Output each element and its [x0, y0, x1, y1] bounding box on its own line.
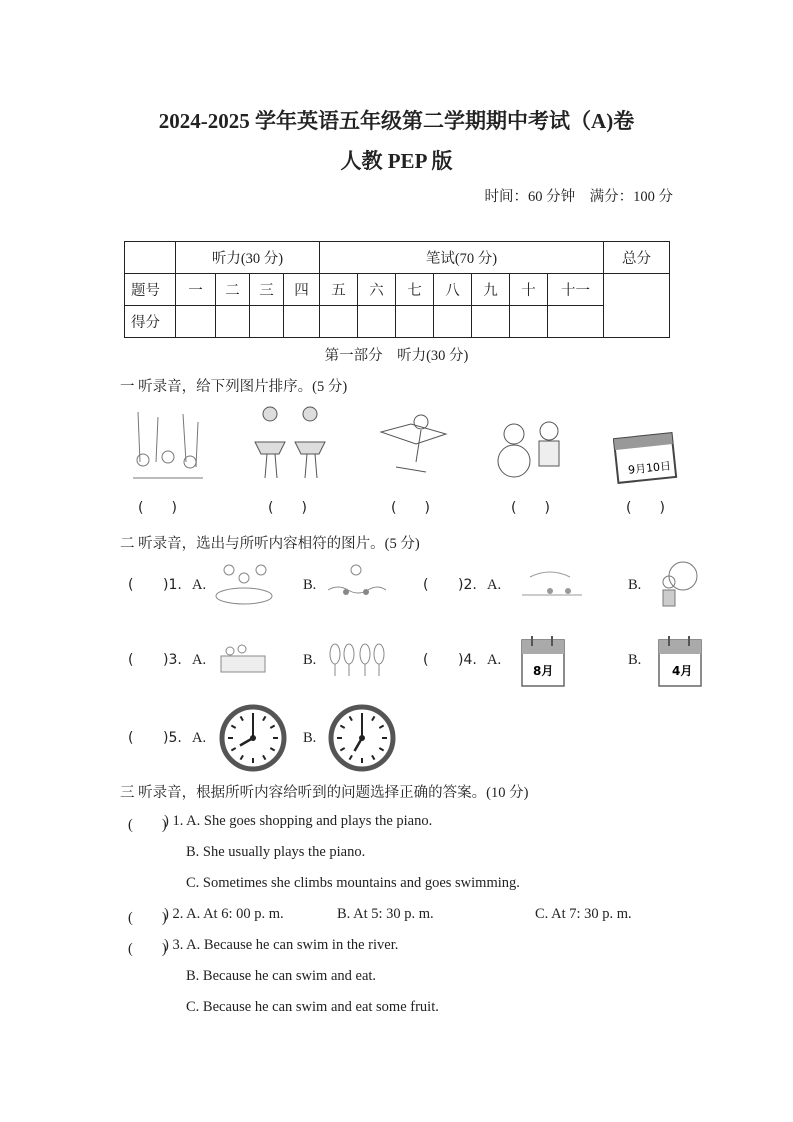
- option-a: A.: [487, 652, 502, 668]
- q1-option-a: ) 1. A. She goes shopping and plays the piano.: [164, 813, 433, 829]
- col-num: 九: [472, 274, 510, 306]
- exam-subtitle: 人教 PEP 版: [340, 149, 453, 173]
- q1-option-c: C. Sometimes she climbs mountains and goes swimming.: [186, 875, 520, 891]
- total-header: 总分: [604, 242, 670, 274]
- picking-apples-image: [655, 560, 701, 610]
- option-a: A.: [487, 577, 502, 593]
- family-picnic-image: [214, 562, 274, 606]
- calendar-month: 4月: [672, 664, 693, 678]
- calendar-august-icon: [520, 634, 566, 688]
- option-a: A.: [192, 577, 207, 593]
- col-num: 一: [176, 274, 216, 306]
- clock-eight-icon: [219, 704, 287, 772]
- score-cell[interactable]: [472, 306, 510, 338]
- question-number: )4.: [458, 652, 477, 668]
- part-one-heading: 第一部分 听力(30 分): [324, 348, 469, 364]
- answer-blank[interactable]: ( ): [128, 817, 167, 833]
- option-a: A.: [192, 652, 207, 668]
- question-number: )3.: [163, 652, 182, 668]
- col-num: 十一: [548, 274, 604, 306]
- total-score-cell[interactable]: [604, 274, 670, 338]
- question-number: )5.: [163, 730, 182, 746]
- answer-blank[interactable]: ( ): [391, 500, 430, 516]
- col-num: 五: [320, 274, 358, 306]
- q2-option-b: B. At 5: 30 p. m.: [337, 906, 434, 922]
- option-b: B.: [303, 730, 317, 746]
- answer-blank[interactable]: ( ): [268, 500, 307, 516]
- q3-option-b: B. Because he can swim and eat.: [186, 968, 377, 984]
- col-num: 十: [510, 274, 548, 306]
- swimming-image: [326, 562, 386, 606]
- q2-option-a: ) 2. A. At 6: 00 p. m.: [164, 906, 284, 922]
- col-num: 二: [216, 274, 250, 306]
- score-cell[interactable]: [320, 306, 358, 338]
- snowman-image: [494, 416, 572, 480]
- tree-planting-image: [128, 412, 208, 480]
- answer-blank[interactable]: (: [128, 652, 134, 668]
- answer-blank[interactable]: ( ): [626, 500, 665, 516]
- answer-blank[interactable]: (: [423, 652, 429, 668]
- row-label-number: 题号: [125, 274, 176, 306]
- answer-blank[interactable]: (: [128, 577, 134, 593]
- answer-blank[interactable]: (: [423, 577, 429, 593]
- question-number: )2.: [458, 577, 477, 593]
- option-b: B.: [303, 577, 317, 593]
- answer-blank[interactable]: ( ): [138, 500, 177, 516]
- option-a: A.: [192, 730, 207, 746]
- col-num: 四: [284, 274, 320, 306]
- option-b: B.: [303, 652, 317, 668]
- garden-image: [218, 642, 268, 676]
- score-cell[interactable]: [358, 306, 396, 338]
- section-1-title: 一 听录音，给下列图片排序。(5 分): [120, 379, 348, 395]
- row-label-score: 得分: [125, 306, 176, 338]
- col-num: 八: [434, 274, 472, 306]
- score-cell[interactable]: [176, 306, 216, 338]
- col-num: 七: [396, 274, 434, 306]
- exam-time-score: 时间：60 分钟 满分：100 分: [484, 189, 673, 205]
- dancing-girls-image: [245, 402, 335, 480]
- score-cell[interactable]: [434, 306, 472, 338]
- listening-header: 听力(30 分): [176, 242, 320, 274]
- score-cell[interactable]: [548, 306, 604, 338]
- option-b: B.: [628, 652, 642, 668]
- camping-image: [520, 565, 586, 605]
- trees-image: [327, 640, 387, 678]
- answer-blank[interactable]: ( ): [128, 910, 167, 926]
- answer-blank[interactable]: (: [128, 730, 134, 746]
- q3-option-c: C. Because he can swim and eat some fruit.: [186, 999, 439, 1015]
- writing-header: 笔试(70 分): [320, 242, 604, 274]
- option-b: B.: [628, 577, 642, 593]
- calendar-date: 9月10日: [627, 459, 672, 477]
- blank-cell: [125, 242, 176, 274]
- q1-option-b: B. She usually plays the piano.: [186, 844, 366, 860]
- calendar-april-icon: [657, 634, 703, 688]
- question-number: )1.: [163, 577, 182, 593]
- q3-option-a: ) 3. A. Because he can swim in the river.: [164, 937, 399, 953]
- section-3-title: 三 听录音，根据所听内容给听到的问题选择正确的答案。(10 分): [120, 785, 529, 801]
- score-cell[interactable]: [216, 306, 250, 338]
- clock-seven-icon: [328, 704, 396, 772]
- exam-title: 2024-2025 学年英语五年级第二学期期中考试（A)卷: [158, 109, 635, 133]
- score-cell[interactable]: [284, 306, 320, 338]
- score-cell[interactable]: [510, 306, 548, 338]
- col-num: 六: [358, 274, 396, 306]
- score-table: [124, 241, 670, 338]
- col-num: 三: [250, 274, 284, 306]
- score-cell[interactable]: [396, 306, 434, 338]
- section-2-title: 二 听录音，选出与所听内容相符的图片。(5 分): [120, 536, 420, 552]
- calendar-image: [613, 428, 679, 484]
- q2-option-c: C. At 7: 30 p. m.: [535, 906, 632, 922]
- answer-blank[interactable]: ( ): [128, 941, 167, 957]
- calendar-month: 8月: [533, 664, 554, 678]
- score-cell[interactable]: [250, 306, 284, 338]
- cleaning-image: [376, 412, 456, 478]
- answer-blank[interactable]: ( ): [511, 500, 550, 516]
